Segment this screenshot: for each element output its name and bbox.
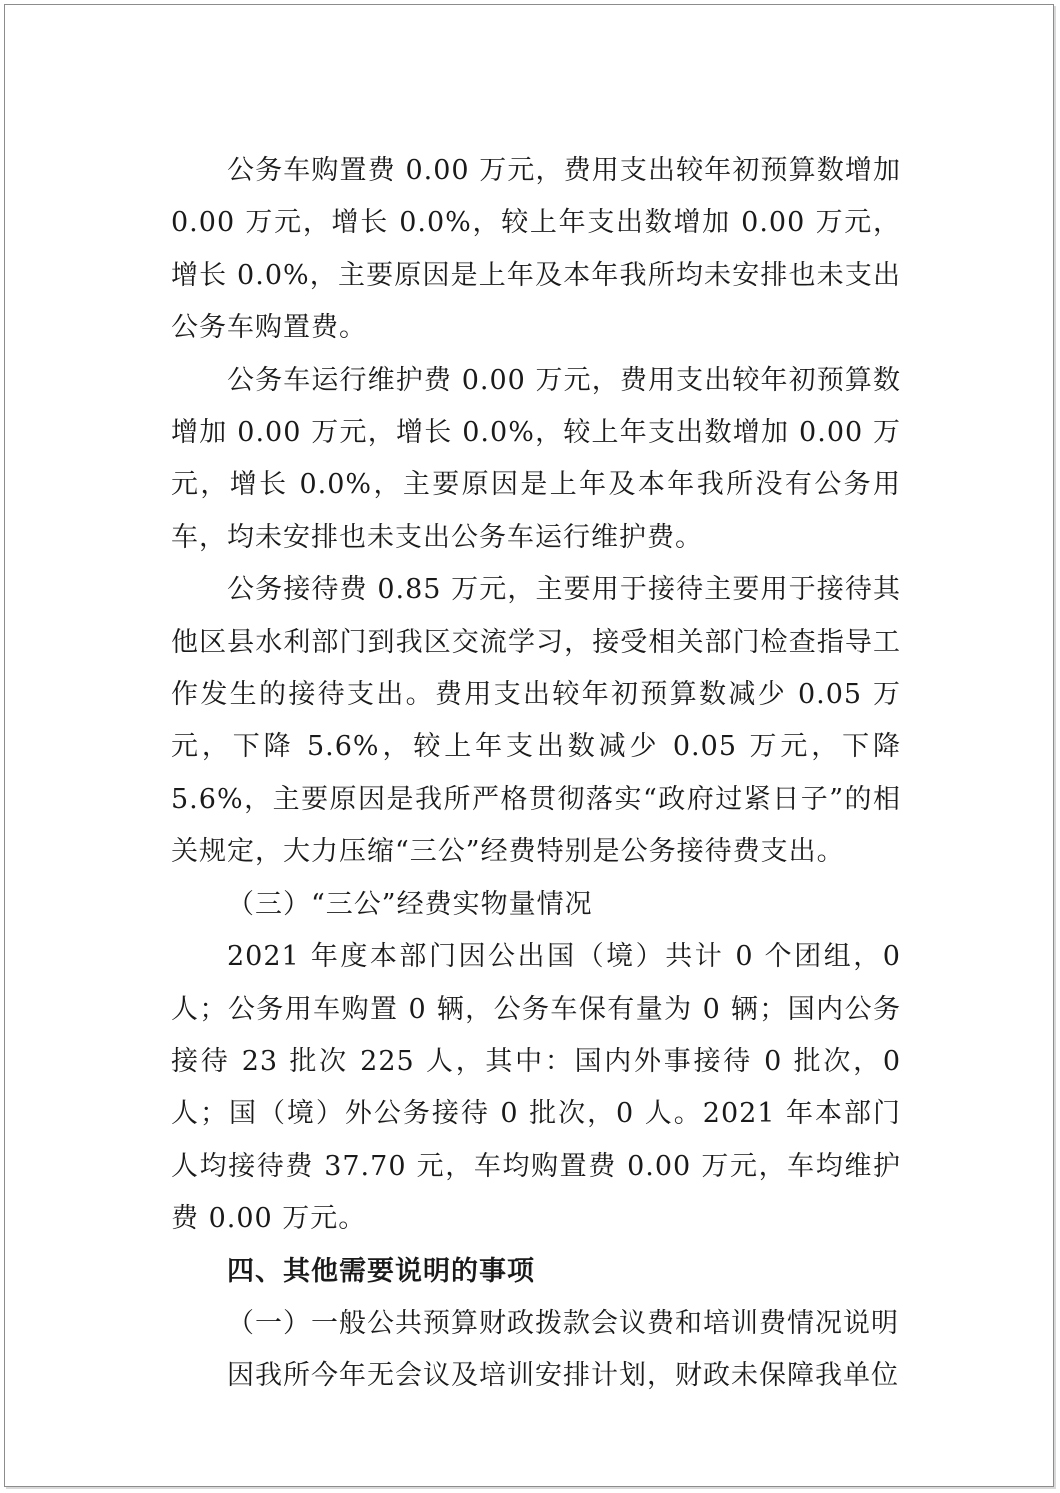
- section-heading-other-matters: 四、其他需要说明的事项: [227, 1255, 535, 1287]
- paragraph-physical-quantity: 2021 年度本部门因公出国（境）共计 0 个团组，0 人；公务用车购置 0 辆，公务车保有量为 0 辆；国内公务接待 23 批次 225 人，其中：国内外事接待 0 批次，0 人；国（境）外公务接待 0 批次，0 人。2021 年本部门人均接待费 37.70 元，车均购置费 0.00 万元，车均维护费 0.00 万元。: [171, 941, 901, 1235]
- paragraph-vehicle-maintenance: 公务车运行维护费 0.00 万元，费用支出较年初预算数增加 0.00 万元，增长 0.0%，较上年支出数增加 0.00 万元，增长 0.0%，主要原因是上年及本年我所没有公务用车，均未安排也未支出公务车运行维护费。: [171, 364, 901, 553]
- subheading-meeting-training: （一）一般公共预算财政拨款会议费和培训费情况说明: [227, 1307, 899, 1339]
- paragraph-meeting-training: 因我所今年无会议及培训安排计划，财政未保障我单位: [227, 1360, 899, 1392]
- paragraph-vehicle-purchase: 公务车购置费 0.00 万元，费用支出较年初预算数增加 0.00 万元，增长 0.0%，较上年支出数增加 0.00 万元，增长 0.0%，主要原因是上年及本年我所均未安排也未支出公务车购置费。: [171, 155, 901, 344]
- paragraph-reception-fee: 公务接待费 0.85 万元，主要用于接待主要用于接待其他区县水利部门到我区交流学习，接受相关部门检查指导工作发生的接待支出。费用支出较年初预算数减少 0.05 万元，下降 5.6%，较上年支出数减少 0.05 万元，下降 5.6%，主要原因是我所严格贯彻落实“政府过紧日子”的相关规定，大力压缩“三公”经费特别是公务接待费支出。: [171, 574, 901, 868]
- subheading-physical-quantity: （三）“三公”经费实物量情况: [227, 888, 593, 920]
- document-page: [4, 4, 1054, 1487]
- document-body: [171, 145, 901, 1403]
